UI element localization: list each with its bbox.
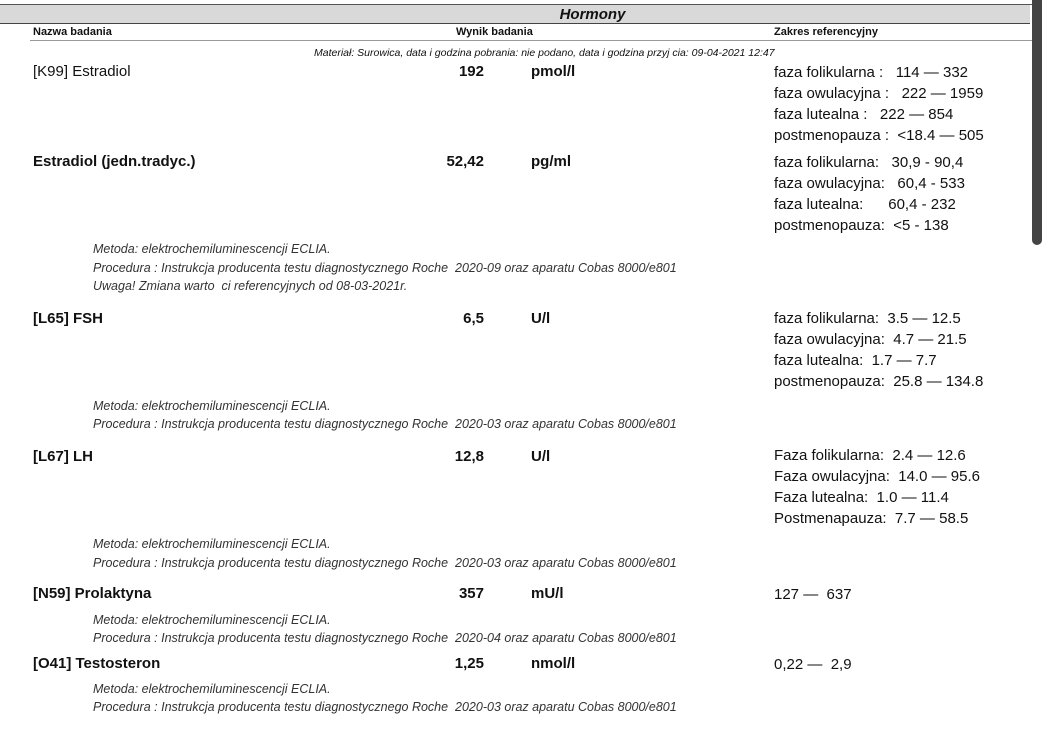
procedure-note: Procedura : Instrukcja producenta testu diagnostycznego Roche 2020-03 oraz aparatu Cobas 8000/e801 <box>93 556 677 570</box>
section-title: Hormony <box>559 6 626 23</box>
ref-line: faza owulacyjna : 222 — 1959 <box>774 85 984 102</box>
test-name-estradiol-tradyc: Estradiol (jedn.tradyc.) <box>33 153 196 170</box>
column-header-rule <box>30 40 1032 41</box>
test-value-lh: 12,8 <box>454 448 484 465</box>
ref-line: Faza owulacyjna: 14.0 — 95.6 <box>774 468 980 485</box>
method-note: Metoda: elektrochemiluminescencji ECLIA. <box>93 399 331 413</box>
procedure-note: Procedura : Instrukcja producenta testu diagnostycznego Roche 2020-04 oraz aparatu Cobas 8000/e801 <box>93 631 677 645</box>
ref-line: faza folikularna: 30,9 - 90,4 <box>774 154 964 171</box>
ref-line: faza folikularna: 3.5 — 12.5 <box>774 310 961 327</box>
test-unit-lh: U/l <box>531 448 551 465</box>
test-name-testosteron: [O41] Testosteron <box>33 655 161 672</box>
column-header-name: Nazwa badania <box>33 26 112 38</box>
method-note: Metoda: elektrochemiluminescencji ECLIA. <box>93 613 331 627</box>
test-name-lh: [L67] LH <box>33 448 93 465</box>
test-unit-testosteron: nmol/l <box>531 655 576 672</box>
ref-line: postmenopauza: <5 - 138 <box>774 217 949 234</box>
test-name-fsh: [L65] FSH <box>33 310 104 327</box>
ref-line: faza owulacyjna: 60,4 - 533 <box>774 175 965 192</box>
ref-line: Faza folikularna: 2.4 — 12.6 <box>774 447 966 464</box>
test-value-fsh: 6,5 <box>463 310 484 327</box>
ref-line: Postmenapauza: 7.7 — 58.5 <box>774 510 969 527</box>
method-note: Metoda: elektrochemiluminescencji ECLIA. <box>93 242 331 256</box>
test-value-estradiol-tradyc: 52,42 <box>446 153 484 170</box>
ref-line: Faza lutealna: 1.0 — 11.4 <box>774 489 949 506</box>
ref-line: postmenopauza: 25.8 — 134.8 <box>774 373 984 390</box>
material-info: Materiał: Surowica, data i godzina pobrania: nie podano, data i godzina przyj cia: 09-04-2021 12:47 <box>314 47 775 59</box>
ref-line: faza lutealna : 222 — 854 <box>774 106 954 123</box>
test-value-testosteron: 1,25 <box>454 655 484 672</box>
test-name-estradiol: [K99] Estradiol <box>33 63 131 80</box>
ref-line: faza lutealna: 1.7 — 7.7 <box>774 352 937 369</box>
test-unit-estradiol-tradyc: pg/ml <box>531 153 571 170</box>
test-unit-fsh: U/l <box>531 310 551 327</box>
warning-note: Uwaga! Zmiana warto ci referencyjnych od 08-03-2021r. <box>93 279 408 293</box>
test-value-estradiol: 192 <box>458 63 484 80</box>
procedure-note: Procedura : Instrukcja producenta testu diagnostycznego Roche 2020-03 oraz aparatu Cobas 8000/e801 <box>93 417 677 431</box>
method-note: Metoda: elektrochemiluminescencji ECLIA. <box>93 537 331 551</box>
method-note: Metoda: elektrochemiluminescencji ECLIA. <box>93 682 331 696</box>
column-header-result: Wynik badania <box>456 26 533 38</box>
ref-line: 127 — 637 <box>774 586 852 603</box>
procedure-note: Procedura : Instrukcja producenta testu diagnostycznego Roche 2020-03 oraz aparatu Cobas 8000/e801 <box>93 700 677 714</box>
procedure-note: Procedura : Instrukcja producenta testu diagnostycznego Roche 2020-09 oraz aparatu Cobas 8000/e801 <box>93 261 677 275</box>
test-name-prolaktyna: [N59] Prolaktyna <box>33 585 152 602</box>
ref-line: faza lutealna: 60,4 - 232 <box>774 196 956 213</box>
test-unit-prolaktyna: mU/l <box>531 585 564 602</box>
ref-line: postmenopauza : <18.4 — 505 <box>774 127 984 144</box>
test-value-prolaktyna: 357 <box>458 585 484 602</box>
ref-line: faza folikularna : 114 — 332 <box>774 64 969 81</box>
scrollbar-thumb[interactable] <box>1032 0 1042 245</box>
column-header-range: Zakres referencyjny <box>774 26 878 38</box>
test-unit-estradiol: pmol/l <box>531 63 576 80</box>
ref-line: 0,22 — 2,9 <box>774 656 852 673</box>
ref-line: faza owulacyjna: 4.7 — 21.5 <box>774 331 967 348</box>
